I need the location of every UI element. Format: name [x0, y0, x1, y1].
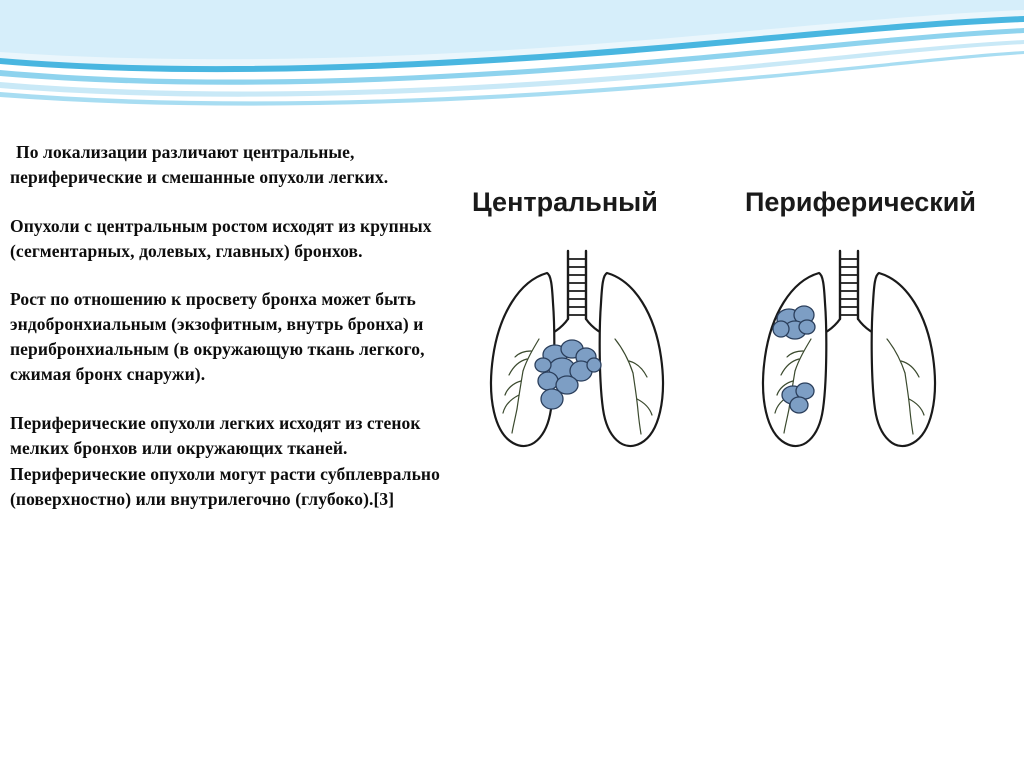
paragraph-1: По локализации различают центральные, периферические и смешанные опухоли легких. — [10, 142, 389, 187]
figure-label-central: Центральный — [472, 187, 658, 217]
text-column — [10, 140, 440, 536]
lung-diagram-figure — [455, 185, 1003, 475]
lung-illustration — [455, 233, 1003, 475]
paragraph-2: Опухоли с центральным ростом исходят из крупных (сегментарных, долевых, главных) бронхов. — [10, 215, 432, 261]
figure-label-peripheral: Периферический — [745, 187, 976, 217]
paragraph-4: Периферические опухоли легких исходят из стенок мелких бронхов или окружающих тканей. — [10, 412, 421, 458]
paragraph-5: Периферические опухоли могут расти субплеврально (поверхностно) или внутрилегочно (глубоко).[3] — [10, 464, 440, 510]
paragraph-3: Рост по отношению к просвету бронха может быть эндобронхиальным (экзофитным, внутрь бронха) и перибронхиальным (в окружающую ткань легкого, сжимая бронх снаружи). — [10, 289, 425, 384]
figure-labels — [455, 185, 1003, 229]
